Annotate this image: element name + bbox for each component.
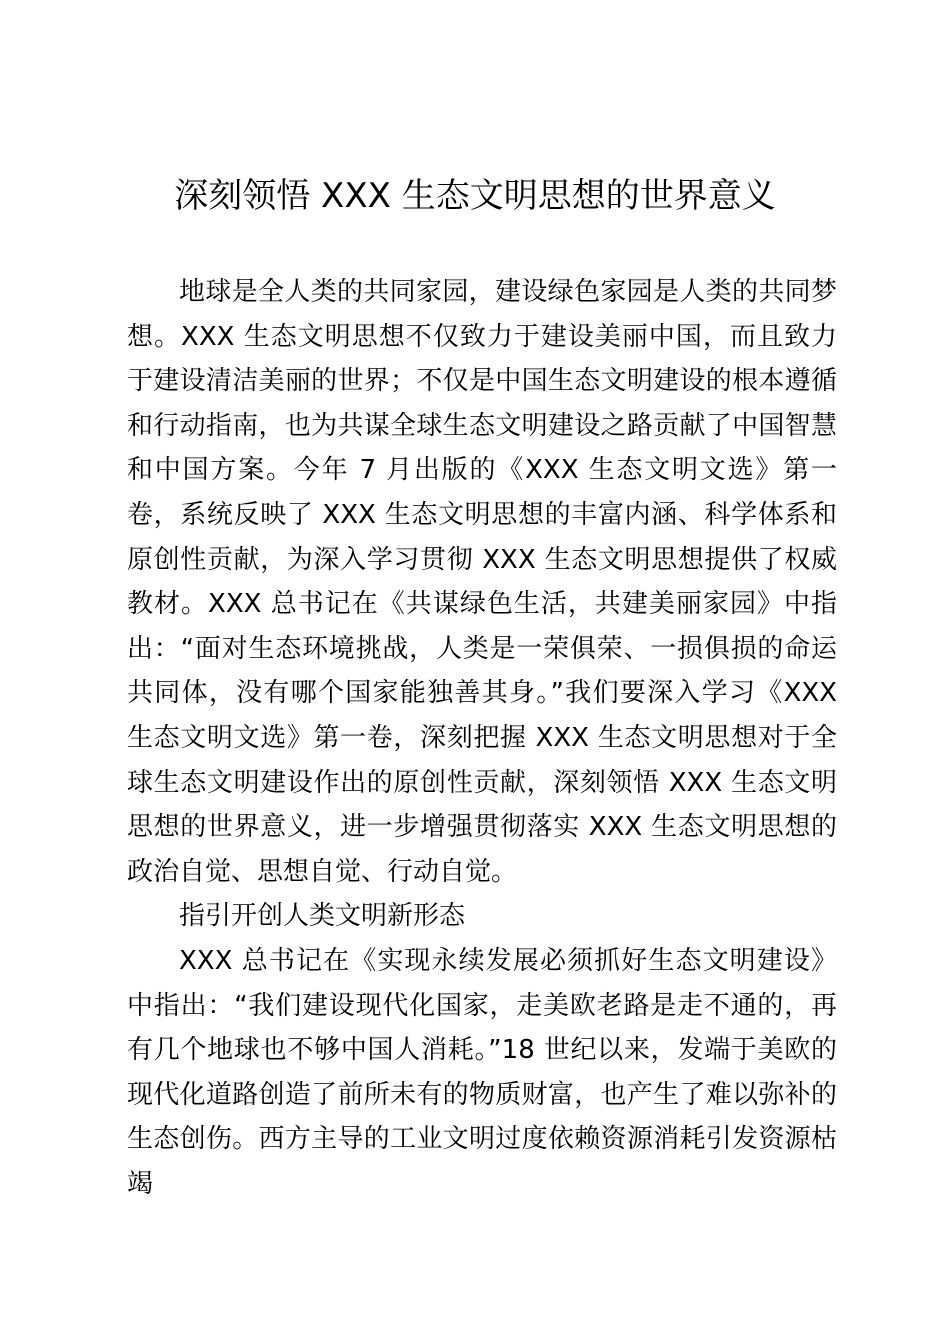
paragraph-intro: 地球是全人类的共同家园，建设绿色家园是人类的共同梦想。XXX 生态文明思想不仅致力于建设美丽中国，而且致力于建设清洁美丽的世界；不仅是中国生态文明建设的根本遵循和行动指南，也为共谋全球生态文明建设之路贡献了中国智慧和中国方案。今年 7 月出版的《XXX 生态文明文选》第一卷，系统反映了 XXX 生态文明思想的丰富内涵、科学体系和原创性贡献，为深入学习贯彻 XXX 生态文明思想提供了权威教材。XXX 总书记在《共谋绿色生活，共建美丽家园》中指出：“面对生态环境挑战，人类是一荣俱荣、一损俱损的命运共同体，没有哪个国家能独善其身。”我们要深入学习《XXX 生态文明文选》第一卷，深刻把握 XXX 生态文明思想对于全球生态文明建设作出的原创性贡献，深刻领悟 XXX 生态文明思想的世界意义，进一步增强贯彻落实 XXX 生态文明思想的政治自觉、思想自觉、行动自觉。: [127, 277, 837, 887]
document-body: [127, 270, 837, 1206]
document-title: 深刻领悟 XXX 生态文明思想的世界意义: [174, 176, 776, 216]
paragraph-section-1: XXX 总书记在《实现永续发展必须抓好生态文明建设》中指出：“我们建设现代化国家，走美欧老路是走不通的，再有几个地球也不够中国人消耗。”18 世纪以来，发端于美欧的现代化道路创造了前所未有的物质财富，也产生了难以弥补的生态创伤。西方主导的工业文明过度依赖资源消耗引发资源枯竭: [127, 945, 837, 1199]
section-heading: 指引开创人类文明新形态: [179, 901, 466, 932]
